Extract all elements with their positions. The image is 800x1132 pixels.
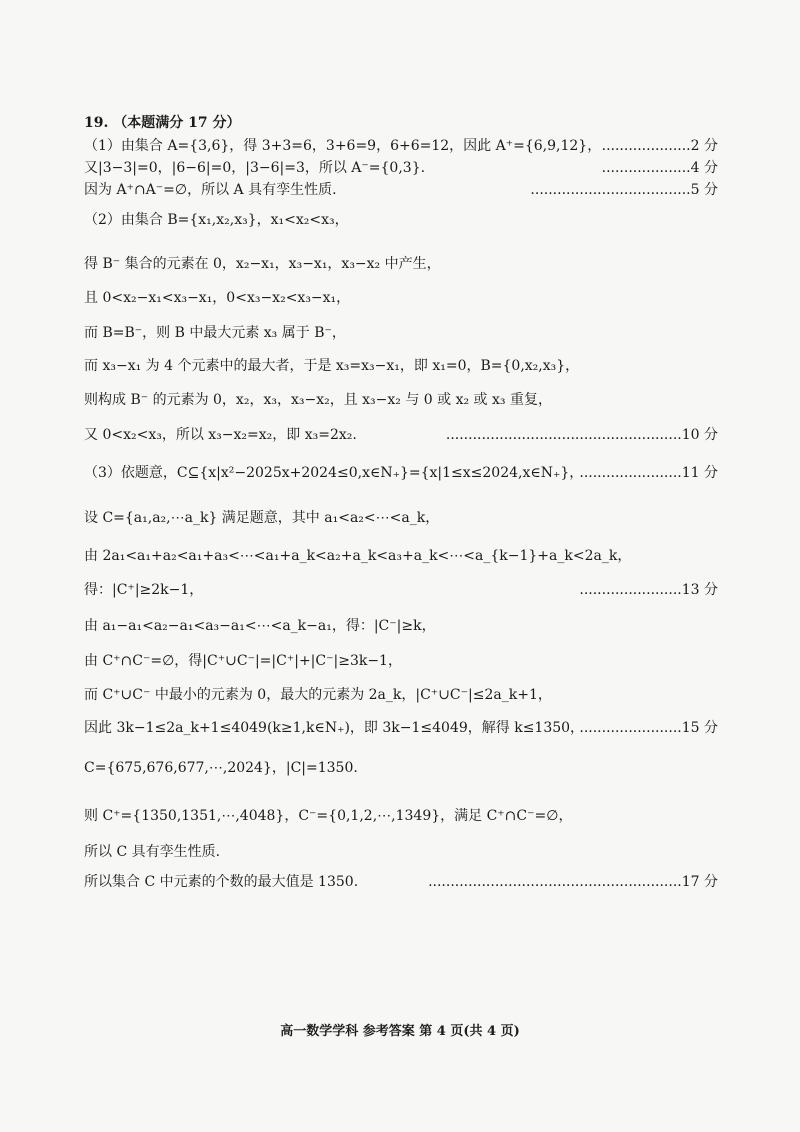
solution-line-13 (84, 546, 724, 566)
solution-text: 由 C⁺∩C⁻=∅，得|C⁺∪C⁻|=|C⁺|+|C⁻|≥3k−1， (84, 653, 402, 669)
solution-line-16 (84, 651, 724, 671)
solution-line-6 (84, 288, 724, 308)
solution-text: 又 0<x₂<x₃，所以 x₃−x₂=x₂，即 x₃=2x₂. (84, 427, 357, 443)
solution-text: 得 B⁻ 集合的元素在 0，x₂−x₁，x₃−x₁，x₃−x₂ 中产生， (84, 256, 441, 272)
score-marker: .......................13 分 (579, 582, 718, 598)
solution-text: 由 a₁−a₁<a₂−a₁<a₃−a₁<⋯<a_k−a₁，得：|C⁻|≥k， (84, 618, 436, 634)
solution-text: 则 C⁺={1350,1351,⋯,4048}，C⁻={0,1,2,⋯,1349}，满足 C⁺∩C⁻=∅， (84, 808, 573, 824)
solution-line-9 (84, 390, 724, 410)
score-marker: ....................4 分 (601, 160, 718, 176)
score-marker: .........................................................17 分 (428, 874, 718, 890)
solution-text: （1）由集合 A={3,6}，得 3+3=6，3+6=9，6+6=12，因此 A⁺={6,9,12}， (84, 138, 602, 154)
solution-text: 因为 A⁺∩A⁻=∅，所以 A 具有孪生性质. (84, 182, 337, 198)
solution-text: 又|3−3|=0，|6−6|=0，|3−6|=3，所以 A⁻={0,3}. (84, 160, 426, 176)
solution-text: 而 B=B⁻，则 B 中最大元素 x₃ 属于 B⁻， (84, 325, 346, 341)
solution-line-15 (84, 616, 724, 636)
solution-text: 由 2a₁<a₁+a₂<a₁+a₃<⋯<a₁+a_k<a₂+a_k<a₃+a_k<⋯<a_{k−1}+a_k<2a_k， (84, 548, 632, 564)
score-marker: .......................15 分 (579, 720, 718, 736)
score-marker: .......................11 分 (579, 465, 718, 481)
score-marker: ....................2 分 (601, 138, 718, 154)
solution-line-7 (84, 323, 724, 343)
page-footer: 高一数学学科 参考答案 第 4 页(共 4 页) (280, 1024, 520, 1039)
solution-line-17 (84, 685, 724, 705)
solution-text: 而 C⁺∪C⁻ 中最小的元素为 0，最大的元素为 2a_k，|C⁺∪C⁻|≤2a_k+1， (84, 687, 552, 703)
solution-line-12 (84, 508, 724, 528)
score-marker: .....................................................10 分 (445, 427, 718, 443)
solution-line-19 (84, 758, 724, 778)
solution-text: （3）依题意，C⊆{x|x²−2025x+2024≤0,x∈N₊}={x|1≤x≤2024,x∈N₊}， (84, 465, 584, 481)
score-marker: ....................................5 分 (530, 182, 718, 198)
solution-text: （2）由集合 B={x₁,x₂,x₃}，x₁<x₂<x₃， (84, 212, 349, 228)
solution-line-5 (84, 254, 724, 274)
solution-text: 因此 3k−1≤2a_k+1≤4049(k≥1,k∈N₊)，即 3k−1≤4049，解得 k≤1350， (84, 720, 585, 736)
solution-text: 所以集合 C 中元素的个数的最大值是 1350. (84, 874, 359, 890)
solution-text: C={675,676,677,⋯,2024}，|C|=1350. (84, 760, 358, 776)
solution-line-20 (84, 806, 724, 826)
solution-line-4 (84, 210, 724, 230)
solution-line-8 (84, 356, 724, 376)
solution-text: 则构成 B⁻ 的元素为 0，x₂，x₃，x₃−x₂，且 x₃−x₂ 与 0 或 x₂ 或 x₃ 重复， (84, 392, 552, 408)
solution-text: 所以 C 具有孪生性质. (84, 844, 221, 860)
question-title: 19. （本题满分 17 分） (84, 115, 241, 131)
solution-text: 设 C={a₁,a₂,⋯a_k} 满足题意，其中 a₁<a₂<⋯<a_k， (84, 510, 440, 526)
solution-text: 且 0<x₂−x₁<x₃−x₁，0<x₃−x₂<x₃−x₁， (84, 290, 351, 306)
solution-text: 而 x₃−x₁ 为 4 个元素中的最大者，于是 x₃=x₃−x₁，即 x₁=0，B={0,x₂,x₃}， (84, 358, 580, 374)
solution-text: 得：|C⁺|≥2k−1， (84, 582, 204, 598)
solution-line-21 (84, 842, 724, 862)
